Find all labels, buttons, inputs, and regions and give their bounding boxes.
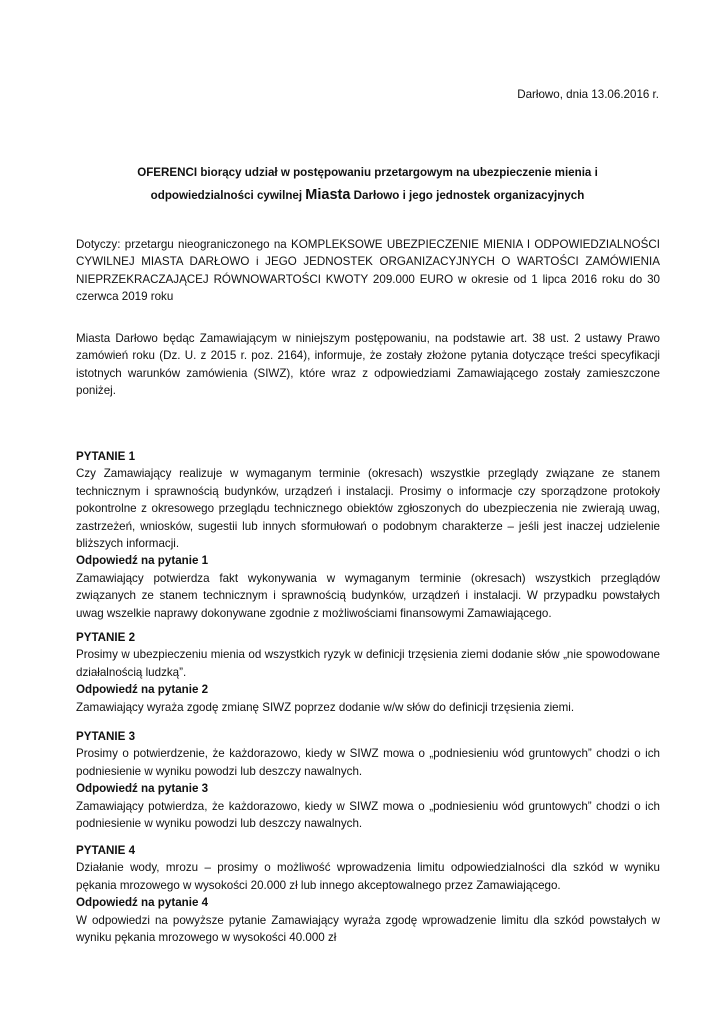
concern-paragraph: Dotyczy: przetargu nieograniczonego na KOMPLEKSOWE UBEZPIECZENIE MIENIA I ODPOWIEDZIALNOŚCI CYWILNEJ MIASTA DARŁOWO i JEGO JEDNOSTEK ORGANIZACYJNYCH O WARTOŚCI ZAMÓWIENIA NIEPRZEKRACZAJĄCEJ RÓWNOWARTOŚCI KWOTY 209.000 EURO w okresie od 1 lipca 2016 roku do 30 czerwca 2019 roku [76, 238, 660, 304]
question-block-1 [76, 448, 660, 622]
answer-text: Zamawiający wyraża zgodę zmianę SIWZ poprzez dodanie w/w słów do definicji trzęsienia ziemi. [76, 700, 575, 714]
title-city: Miasta [305, 187, 351, 203]
question-text: Prosimy o potwierdzenie, że każdorazowo, kiedy w SIWZ mowa o „podniesieniu wód gruntowych” chodzi o ich podniesienie w wyniku powodzi lub deszczy nawalnych. [76, 747, 660, 778]
question-heading: PYTANIE 4 [76, 844, 136, 857]
question-heading: PYTANIE 1 [76, 450, 136, 463]
answer-heading: Odpowiedź na pytanie 1 [76, 554, 209, 568]
document-date: Darłowo, dnia 13.06.2016 r. [517, 88, 659, 101]
answer-text: Zamawiający potwierdza fakt wykonywania w wymaganym terminie (okresach) wszystkich przeglądów związanych ze stanem technicznym i sprawnością budynków, urządzeń i instalacji. W przypadku powstałych uwag wszelkie naprawy dokonywane zgodnie z możliwościami finansowymi Zamawiającego. [76, 571, 660, 620]
title-line-1: OFERENCI biorący udział w postępowaniu przetargowym na ubezpieczenie mienia i [137, 166, 598, 179]
title-line-2 [70, 184, 665, 207]
answer-text: Zamawiający potwierdza, że każdorazowo, kiedy w SIWZ mowa o „podniesieniu wód gruntowych” chodzi o ich podniesienie w wyniku powodzi lub deszczy nawalnych. [76, 799, 660, 831]
answer-heading: Odpowiedź na pytanie 4 [76, 896, 209, 910]
answer-heading: Odpowiedź na pytanie 3 [76, 782, 209, 796]
answer-heading: Odpowiedź na pytanie 2 [76, 683, 209, 697]
answer-text: W odpowiedzi na powyższe pytanie Zamawiający wyraża zgodę wprowadzenie limitu dla szkód powstałych w wyniku pękania mrozowego w wysokości 40.000 zł [76, 913, 660, 945]
intro-paragraph: Miasta Darłowo będąc Zamawiającym w niniejszym postępowaniu, na podstawie art. 38 ust. 2 ustawy Prawo zamówień roku (Dz. U. z 2015 r. poz. 2164), informuje, że zostały złożone pytania dotyczące treści specyfikacji istotnych warunków zamówienia (SIWZ), które wraz z odpowiedziami Zamawiającego zostały zamieszczone poniżej. [76, 332, 660, 398]
question-text: Prosimy w ubezpieczeniu mienia od wszystkich ryzyk w definicji trzęsienia ziemi dodanie słów „nie spowodowane działalnością ludzką”. [76, 648, 660, 679]
question-heading: PYTANIE 3 [76, 730, 136, 743]
title-line-2-start: odpowiedzialności cywilnej [150, 189, 306, 202]
title-line-2-end: Darłowo i jego jednostek organizacyjnych [350, 189, 585, 202]
document-title [70, 162, 665, 207]
question-heading: PYTANIE 2 [76, 631, 136, 644]
question-text: Czy Zamawiający realizuje w wymaganym terminie (okresach) wszystkie przeglądy związane ze stanem technicznym i sprawnością budynków, urządzeń i instalacji. Prosimy o informacje czy sporządzone protokoły pokontrolne z okresowego przeglądu technicznego obiektów zgłoszonych do ubezpieczenia nie zwierają uwag, zastrzeżeń, wniosków, sugestii lub innych sformułowań o podobnym charakterze – jeśli jest inaczej udzielenie bliższych informacji. [76, 467, 660, 551]
question-block-4 [76, 842, 660, 946]
question-text: Działanie wody, mrozu – prosimy o możliwość wprowadzenia limitu odpowiedzialności dla szkód w wyniku pękania mrozowego w wysokości 20.000 zł lub innego akceptowalnego przez Zamawiającego. [76, 861, 660, 892]
question-block-3 [76, 728, 660, 832]
question-block-2 [76, 629, 660, 716]
